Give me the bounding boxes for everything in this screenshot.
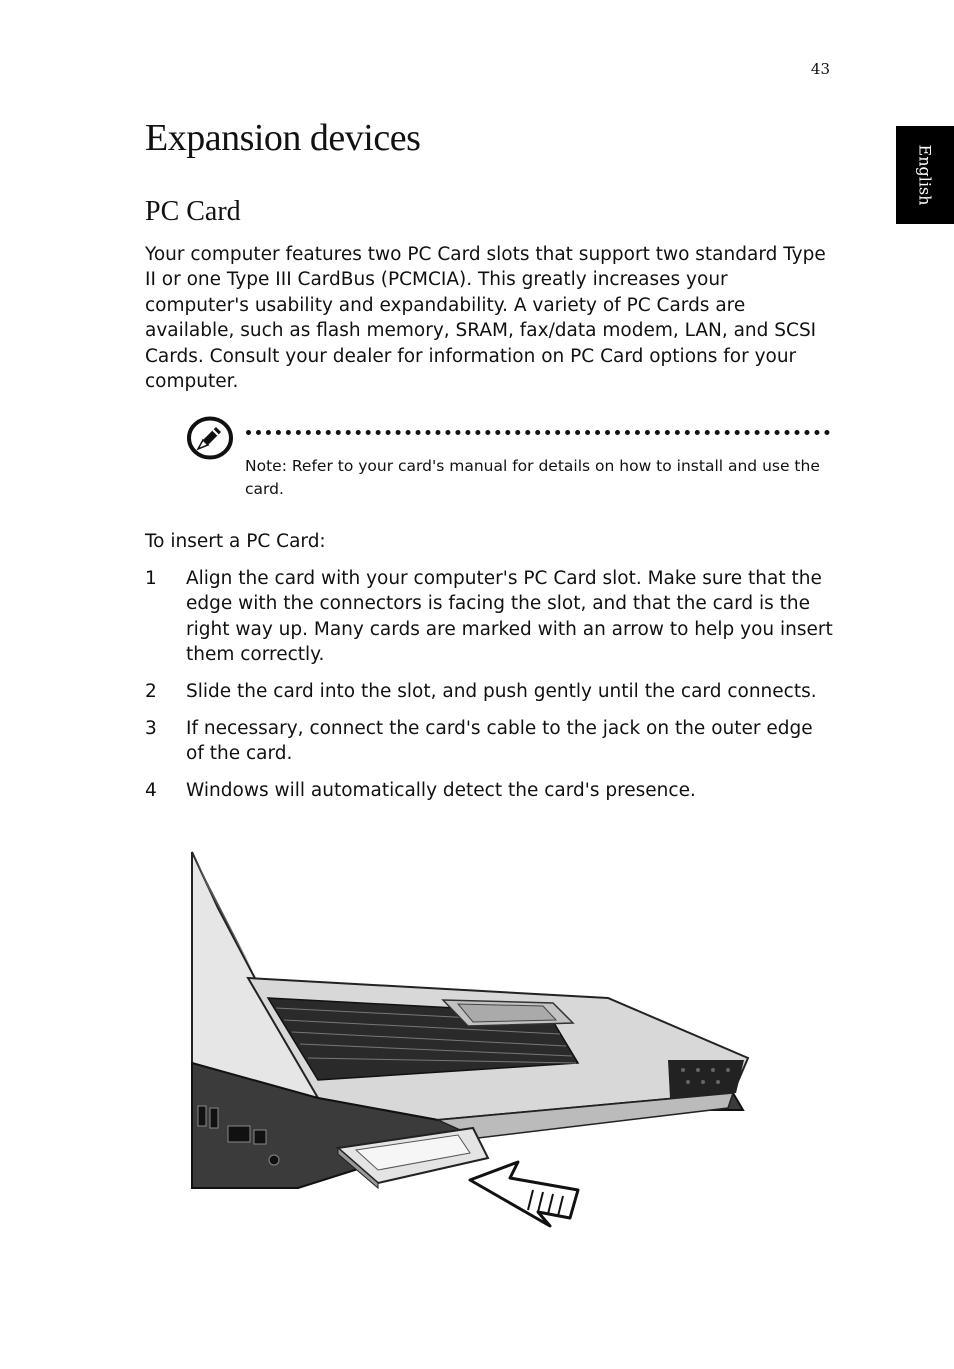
step-text: Align the card with your computer's PC Card slot. Make sure that the edge with the connectors is facing the slot, and that the card is the right way up. Many cards are marked with an arrow to help you insert them correctly. bbox=[186, 568, 833, 666]
insertion-arrow-icon bbox=[470, 1162, 578, 1226]
page-title: Expansion devices bbox=[145, 117, 421, 159]
step-text: If necessary, connect the card's cable to the jack on the outer edge of the card. bbox=[186, 718, 813, 765]
step-text: Windows will automatically detect the card's presence. bbox=[186, 780, 696, 802]
section-intro: Your computer features two PC Card slots that support two standard Type II or one Type III CardBus (PCMCIA). This greatly increases your computer's usability and expandability. A variety of PC Cards are available, such as flash memory, SRAM, fax/data modem, LAN, and SCSI Cards. Consult your dealer for information on PC Card options for your computer. bbox=[145, 244, 826, 393]
step-item bbox=[145, 566, 835, 668]
step-number: 3 bbox=[145, 718, 157, 740]
instruction-steps bbox=[145, 566, 835, 815]
step-number: 4 bbox=[145, 780, 157, 802]
step-item bbox=[145, 679, 835, 704]
language-tab bbox=[896, 126, 954, 224]
section-heading: PC Card bbox=[145, 196, 241, 227]
note-divider bbox=[246, 430, 830, 435]
speaker-grille bbox=[668, 1060, 744, 1098]
step-item bbox=[145, 778, 835, 803]
note-label: Note bbox=[245, 457, 282, 475]
step-text: Slide the card into the slot, and push gently until the card connects. bbox=[186, 681, 817, 703]
step-item bbox=[145, 716, 835, 767]
pc-card-insertion-illustration bbox=[188, 848, 758, 1238]
instructions-lead: To insert a PC Card: bbox=[145, 531, 326, 552]
step-number: 1 bbox=[145, 568, 157, 589]
note-body: : Refer to your card's manual for details on how to install and use the card. bbox=[245, 457, 820, 498]
touchpad-surface bbox=[458, 1004, 556, 1022]
note-icon bbox=[186, 416, 234, 460]
language-tab-label: English bbox=[915, 144, 935, 206]
note-text bbox=[245, 455, 830, 501]
page-number: 43 bbox=[810, 60, 830, 78]
step-number: 2 bbox=[145, 681, 157, 703]
